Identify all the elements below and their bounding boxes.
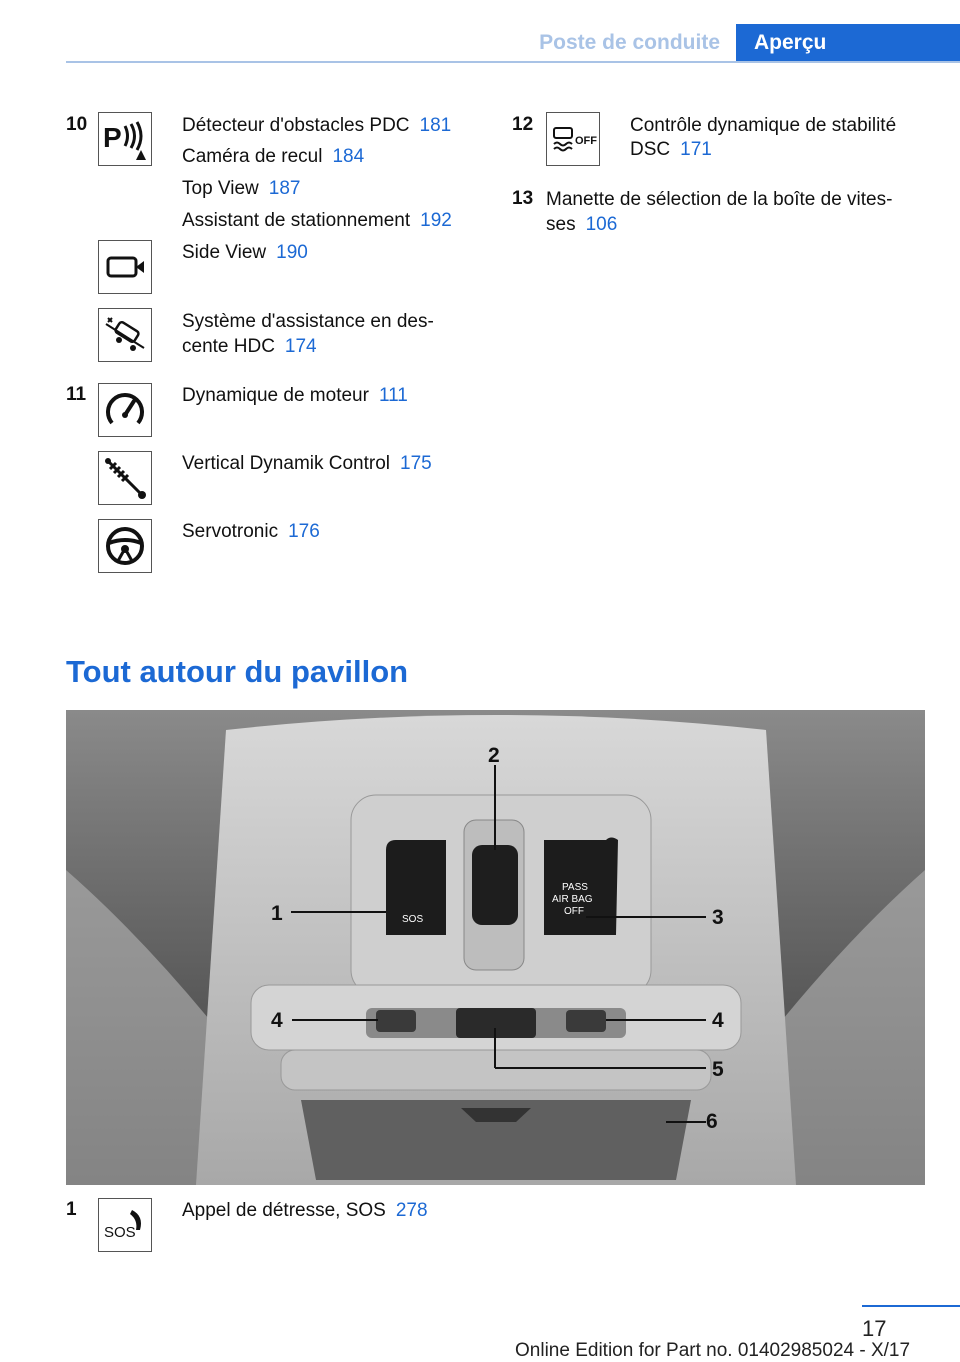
steering-wheel-icon bbox=[98, 519, 152, 573]
selector-line-2: ses 106 bbox=[546, 214, 618, 235]
hdc-line-2: cente HDC 174 bbox=[182, 336, 317, 357]
servotronic-line: Servotronic 176 bbox=[182, 521, 320, 542]
item-number-1: 1 bbox=[66, 1199, 77, 1220]
page-ref-link[interactable]: 190 bbox=[276, 242, 308, 263]
svg-text:1: 1 bbox=[271, 902, 283, 925]
header-tabs bbox=[0, 24, 960, 64]
page-ref-link[interactable]: 106 bbox=[585, 214, 618, 235]
svg-text:6: 6 bbox=[706, 1110, 718, 1133]
svg-text:5: 5 bbox=[712, 1058, 724, 1081]
page-ref-link[interactable]: 278 bbox=[395, 1200, 428, 1221]
item-number-12: 12 bbox=[512, 114, 534, 135]
sos-line: Appel de détresse, SOS 278 bbox=[182, 1200, 428, 1221]
svg-text:4: 4 bbox=[712, 1009, 724, 1032]
dsc-line-2: DSC 171 bbox=[630, 139, 712, 160]
page-ref-link[interactable]: 111 bbox=[378, 385, 408, 406]
item-number-13: 13 bbox=[512, 188, 534, 209]
item-10-line-2: Caméra de recul 184 bbox=[182, 146, 365, 167]
page-ref-link[interactable]: 187 bbox=[268, 178, 301, 199]
svg-text:3: 3 bbox=[712, 906, 724, 929]
hill-descent-icon bbox=[98, 308, 152, 362]
hdc-line-1: Système d'assistance en des- bbox=[182, 311, 434, 332]
svg-text:4: 4 bbox=[271, 1009, 283, 1032]
svg-text:2: 2 bbox=[488, 744, 500, 767]
side-view-camera-icon bbox=[98, 240, 152, 294]
header-rule bbox=[66, 61, 960, 63]
svg-text:AIR BAG: AIR BAG bbox=[552, 894, 593, 905]
page-ref-link[interactable]: 184 bbox=[332, 146, 365, 167]
vdc-line: Vertical Dynamik Control 175 bbox=[182, 453, 432, 474]
edition-footer: Online Edition for Part no. 01402985024 - X/17 bbox=[515, 1340, 911, 1361]
item-10-line-1: Détecteur d'obstacles PDC 181 bbox=[182, 115, 452, 136]
roofliner-photo bbox=[66, 710, 925, 1185]
item-10-line-4: Assistant de stationnement 192 bbox=[182, 210, 452, 231]
page-ref-link[interactable]: 181 bbox=[419, 115, 452, 136]
section-title: Tout autour du pavillon bbox=[66, 654, 409, 689]
tab-poste-de-conduite[interactable]: Poste de conduite bbox=[530, 24, 736, 62]
svg-text:SOS: SOS bbox=[402, 914, 424, 925]
pdc-parking-icon bbox=[98, 112, 152, 166]
sos-call-icon bbox=[98, 1198, 152, 1252]
item-number-10: 10 bbox=[66, 114, 88, 135]
page-number: 17 bbox=[862, 1316, 887, 1341]
speedometer-icon bbox=[98, 383, 152, 437]
dsc-off-icon bbox=[546, 112, 600, 166]
engine-dynamics-line: Dynamique de moteur 111 bbox=[182, 385, 408, 406]
selector-line-1: Manette de sélection de la boîte de vites- bbox=[546, 189, 893, 210]
tab-apercu[interactable]: Aperçu bbox=[736, 24, 960, 62]
svg-text:OFF: OFF bbox=[575, 135, 597, 147]
page-ref-link[interactable]: 192 bbox=[420, 210, 452, 231]
svg-text:OFF: OFF bbox=[564, 906, 584, 917]
item-10-line-3: Top View 187 bbox=[182, 178, 301, 199]
page-ref-link[interactable]: 171 bbox=[680, 139, 712, 160]
dsc-line-1: Contrôle dynamique de stabilité bbox=[630, 115, 897, 136]
svg-text:SOS: SOS bbox=[104, 1224, 136, 1241]
shock-absorber-icon bbox=[98, 451, 152, 505]
page-ref-link[interactable]: 176 bbox=[288, 521, 320, 542]
svg-text:PASS: PASS bbox=[562, 882, 588, 893]
side-view-line: Side View 190 bbox=[182, 242, 308, 263]
item-number-11: 11 bbox=[66, 384, 87, 405]
footer-rule bbox=[862, 1305, 960, 1307]
svg-text:P: P bbox=[103, 122, 122, 153]
page-ref-link[interactable]: 174 bbox=[284, 336, 317, 357]
page-ref-link[interactable]: 175 bbox=[400, 453, 432, 474]
